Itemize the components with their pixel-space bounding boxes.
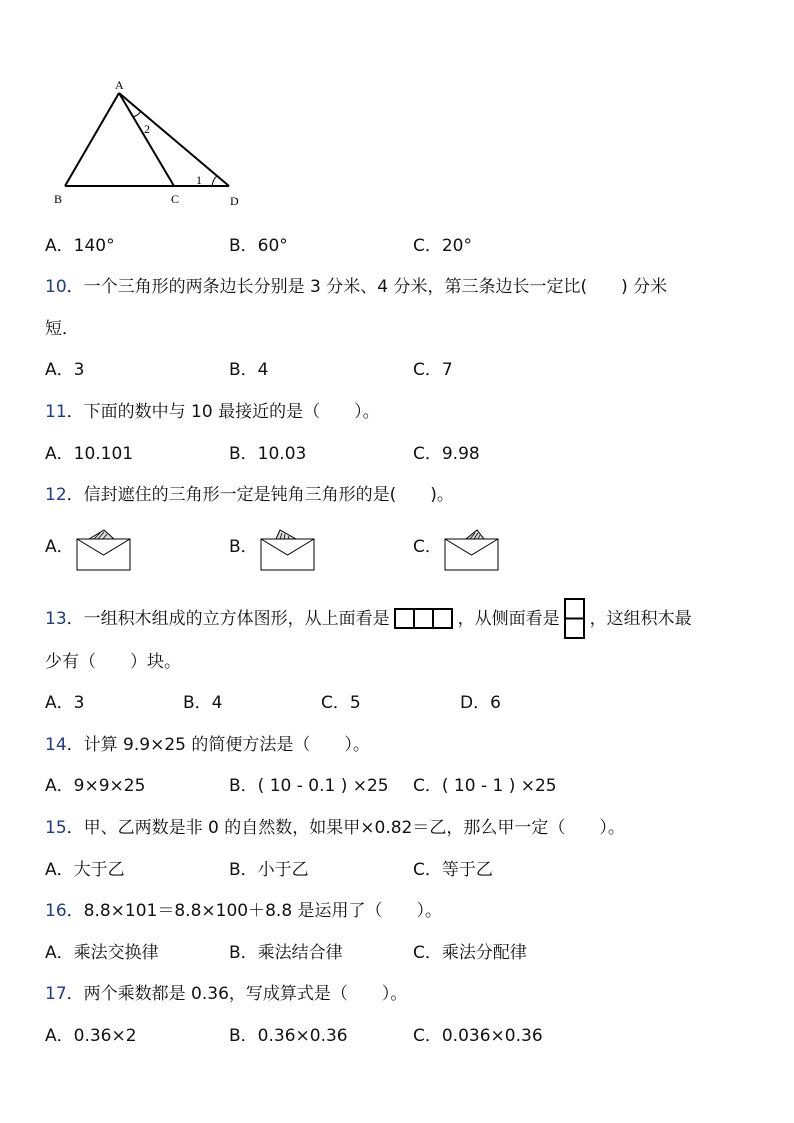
q11-option-a[interactable]: A．10.101 bbox=[45, 444, 134, 464]
q17-stem bbox=[45, 982, 407, 1006]
label-d: D bbox=[230, 194, 239, 208]
q13-option-d[interactable]: D．6 bbox=[460, 693, 501, 713]
q17-text: ．两个乘数都是 0.36，写成算式是（ ）。 bbox=[66, 984, 408, 1004]
q12-text: ．信封遮住的三角形一定是钝角三角形的是( )。 bbox=[66, 485, 454, 505]
q10-text: ．一个三角形的两条边长分别是 3 分米、4 分米，第三条边长一定比( ) 分米 bbox=[66, 277, 668, 297]
angle-1-arc bbox=[212, 176, 217, 186]
q12-stem bbox=[45, 483, 454, 507]
q13-text-a: ．一组积木组成的立方体图形，从上面看是 bbox=[66, 609, 390, 629]
side-view-icon bbox=[564, 598, 586, 640]
q14-option-a[interactable]: A．9×9×25 bbox=[45, 776, 146, 796]
q15-stem bbox=[45, 816, 625, 840]
q15-option-c[interactable]: C．等于乙 bbox=[413, 860, 493, 880]
q10-stem-cont: 短． bbox=[45, 319, 79, 339]
q13-stem-cont: 少有（ ）块。 bbox=[45, 652, 181, 672]
envelope-icon-a bbox=[76, 527, 132, 572]
q10-option-c[interactable]: C．7 bbox=[413, 360, 453, 380]
q12-option-a[interactable] bbox=[45, 527, 74, 557]
top-view-icon bbox=[394, 608, 454, 630]
envelope-icon-b bbox=[260, 527, 316, 572]
q12-option-c-label: C． bbox=[413, 537, 442, 557]
q10-number: 10 bbox=[45, 277, 67, 297]
q13-text-c: ，这组积木最 bbox=[589, 609, 692, 629]
q14-option-b[interactable]: B．( 10 - 0.1 ) ×25 bbox=[229, 776, 389, 796]
q9-option-a[interactable]: A．140° bbox=[45, 236, 115, 256]
q14-number: 14 bbox=[45, 735, 67, 755]
label-c: C bbox=[171, 192, 180, 206]
q15-number: 15 bbox=[45, 818, 67, 838]
q11-stem bbox=[45, 400, 380, 424]
q10-option-b[interactable]: B．4 bbox=[229, 360, 269, 380]
q12-option-a-label: A． bbox=[45, 537, 74, 557]
q17-option-a[interactable]: A．0.36×2 bbox=[45, 1026, 137, 1046]
q12-number: 12 bbox=[45, 485, 67, 505]
q14-option-c[interactable]: C．( 10 - 1 ) ×25 bbox=[413, 776, 557, 796]
side-ac bbox=[119, 93, 174, 186]
q13-number: 13 bbox=[45, 609, 67, 629]
hidden-triangle-tip-b bbox=[276, 530, 296, 539]
q16-stem bbox=[45, 899, 442, 923]
q16-option-c[interactable]: C．乘法分配律 bbox=[413, 943, 527, 963]
q13-stem bbox=[45, 598, 692, 640]
q11-option-c[interactable]: C．9.98 bbox=[413, 444, 480, 464]
q17-option-b[interactable]: B．0.36×0.36 bbox=[229, 1026, 348, 1046]
q11-number: 11 bbox=[45, 402, 67, 422]
q16-number: 16 bbox=[45, 901, 67, 921]
q15-option-b[interactable]: B．小于乙 bbox=[229, 860, 309, 880]
q12-option-b[interactable] bbox=[229, 527, 258, 557]
label-angle-2: 2 bbox=[144, 122, 150, 136]
q10-option-a[interactable]: A．3 bbox=[45, 360, 85, 380]
q14-stem bbox=[45, 733, 370, 757]
q13-option-a[interactable]: A．3 bbox=[45, 693, 85, 713]
side-ab bbox=[65, 93, 119, 186]
q13-text-b: ，从侧面看是 bbox=[457, 609, 560, 629]
q15-option-a[interactable]: A．大于乙 bbox=[45, 860, 125, 880]
q13-option-c[interactable]: C．5 bbox=[321, 693, 361, 713]
q9-option-c[interactable]: C．20° bbox=[413, 236, 473, 256]
q11-option-b[interactable]: B．10.03 bbox=[229, 444, 307, 464]
q16-text: ．8.8×101＝8.8×100＋8.8 是运用了（ ）。 bbox=[66, 901, 443, 921]
label-b: B bbox=[54, 192, 63, 206]
q17-number: 17 bbox=[45, 984, 67, 1004]
q10-stem bbox=[45, 275, 667, 299]
envelope-icon-c bbox=[444, 527, 500, 572]
q15-text: ．甲、乙两数是非 0 的自然数，如果甲×0.82＝乙，那么甲一定（ ）。 bbox=[66, 818, 625, 838]
q13-option-b[interactable]: B．4 bbox=[183, 693, 223, 713]
label-angle-1: 1 bbox=[196, 173, 202, 187]
q17-option-c[interactable]: C．0.036×0.36 bbox=[413, 1026, 543, 1046]
q16-option-a[interactable]: A．乘法交换律 bbox=[45, 943, 159, 963]
q16-option-b[interactable]: B．乘法结合律 bbox=[229, 943, 343, 963]
q9-option-b[interactable]: B．60° bbox=[229, 236, 288, 256]
q12-option-c[interactable] bbox=[413, 527, 442, 557]
q11-text: ．下面的数中与 10 最接近的是（ ）。 bbox=[66, 402, 380, 422]
q14-text: ．计算 9.9×25 的简便方法是（ ）。 bbox=[66, 735, 370, 755]
q12-option-b-label: B． bbox=[229, 537, 258, 557]
label-a: A bbox=[115, 78, 124, 92]
angle-2-arc bbox=[133, 111, 141, 117]
side-ad bbox=[119, 93, 229, 186]
triangle-figure bbox=[45, 75, 265, 215]
